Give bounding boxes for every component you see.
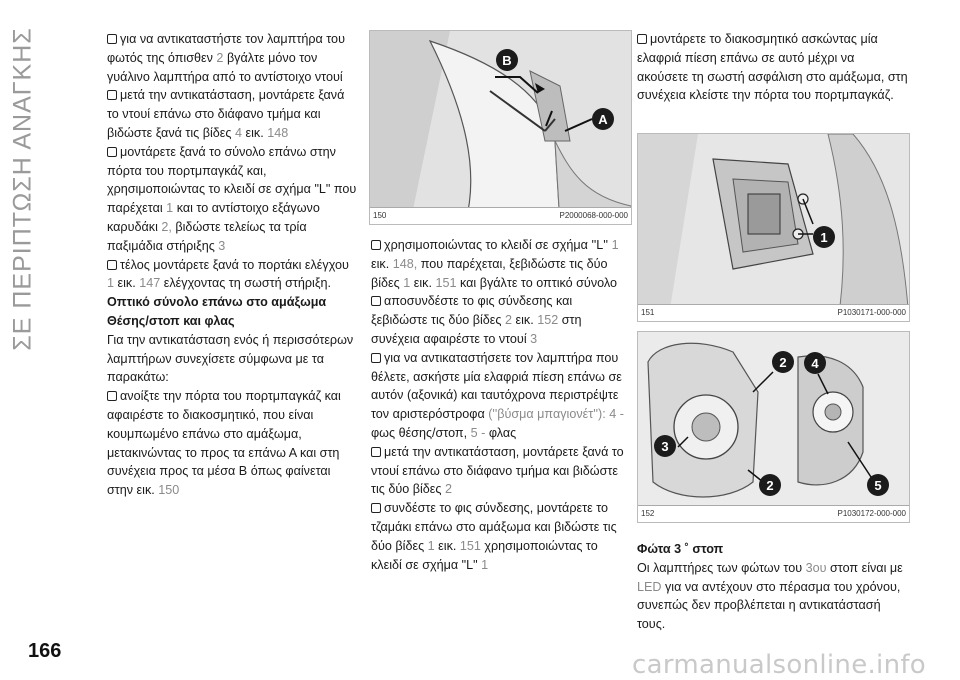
figure-code: P1030172-000-000 (837, 509, 906, 518)
step-item: ανοίξτε την πόρτα του πορτμπαγκάζ και αφαιρέστε το διακοσμητικό, που είναι κουμπωμένο επάνω στο αμάξωμα, μετακινώντας το προς τα επάνω Α και στη συνέχεια προς τα μέσα Β όπως φαίνεται στην εικ. 150 (107, 389, 341, 498)
figure-caption-bar (638, 304, 909, 321)
figure-152-illustration (638, 332, 909, 522)
svg-text:2: 2 (779, 355, 787, 370)
intro-paragraph: Για την αντικατάσταση ενός ή περισσότερων λαμπτήρων συνεχίσετε σύμφωνα με τα παρακάτω: (107, 332, 354, 385)
section-heading: Οπτικό σύνολο επάνω στο αμάξωμα (107, 295, 327, 310)
figure-caption-bar (638, 505, 909, 522)
checkbox-icon (637, 34, 647, 44)
svg-text:3: 3 (661, 439, 669, 454)
figure-code: P1030171-000-000 (837, 308, 906, 317)
section-heading: Φώτα 3 ˚ στοπ (637, 542, 724, 556)
checkbox-icon (107, 260, 117, 270)
figure-number: 151 (641, 308, 655, 317)
svg-text:B: B (502, 53, 512, 68)
figure-150-illustration (370, 31, 631, 224)
svg-text:4: 4 (811, 356, 819, 371)
figure-caption-bar (370, 207, 631, 224)
figure-151 (637, 133, 910, 322)
column-1 (107, 30, 357, 500)
step-item: για να αντικαταστήστε τον λαμπτήρα του φωτός της όπισθεν 2 βγάλτε μόνο τον γυάλινο λαμπτήρα από το αντίστοιχο ντουί (107, 32, 345, 84)
column-3-bottom (637, 540, 908, 634)
figure-number: 152 (641, 509, 655, 518)
svg-text:1: 1 (820, 230, 828, 245)
figure-152 (637, 331, 910, 523)
figure-150 (369, 30, 632, 225)
step-item: μοντάρετε ξανά το σύνολο επάνω στην πόρτα του πορτμπαγκάζ και, χρησιμοποιώντας το κλειδί σε σχήμα "L" που παρέχεται 1 και το αντίστοιχο εξάγωνο καρυδάκι 2, βιδώστε τελείως τα τρία παξιμάδια στήριξης 3 (107, 144, 357, 253)
checkbox-icon (107, 90, 117, 100)
checkbox-icon (371, 503, 381, 513)
column-2 (371, 236, 629, 574)
step-item: τέλος μοντάρετε ξανά το πορτάκι ελέγχου 1 εικ. 147 ελέγχοντας τη σωστή στήριξη. (107, 257, 349, 291)
checkbox-icon (107, 34, 117, 44)
figure-code: P2000068-000-000 (559, 211, 628, 220)
checkbox-icon (371, 240, 381, 250)
subsection-heading: Θέσης/στοπ και φλας (107, 313, 235, 328)
side-title-text: ΣΕ ΠΕΡΙΠΤΩΣΗ ΑΝΑΓΚΗΣ (8, 27, 37, 351)
checkbox-icon (107, 147, 117, 157)
checkbox-icon (371, 353, 381, 363)
step-item: μοντάρετε το διακοσμητικό ασκώντας μία ελαφριά πίεση επάνω σε αυτό μέχρι να ακούσετε τη σωστή ασφάλιση στο αμάξωμα, στη συνέχεια κλείστε την πόρτα του πορτμπαγκάζ. (637, 32, 908, 103)
svg-text:A: A (598, 112, 608, 127)
watermark: carmanualsonline.info (632, 650, 927, 680)
step-item: μετά την αντικατάσταση, μοντάρετε ξανά το ντουί επάνω στο διάφανο τμήμα και βιδώστε τις δύο βίδες 2 (371, 444, 624, 497)
figure-number: 150 (373, 211, 387, 220)
side-section-title (6, 24, 40, 354)
checkbox-icon (107, 391, 117, 401)
step-item: για να αντικαταστήσετε τον λαμπτήρα που θέλετε, ασκήστε μία ελαφριά πίεση επάνω σε αυτόν (αξονικά) και ταυτόχρονα περιστρέψτε τον αριστερόστροφα (''βύσμα μπαγιονέτ''): 4 - φως θέσης/στοπ, 5 - φλας (371, 350, 624, 440)
svg-text:5: 5 (874, 478, 882, 493)
svg-text:2: 2 (766, 478, 774, 493)
page-number: 166 (28, 640, 62, 662)
step-item: μετά την αντικατάσταση, μοντάρετε ξανά το ντουί επάνω στο διάφανο τμήμα και βιδώστε ξανά τις βίδες 4 εικ. 148 (107, 88, 345, 140)
step-item: χρησιμοποιώντας το κλειδί σε σχήμα ''L'' 1 εικ. 148, που παρέχεται, ξεβιδώστε τις δύο βίδες 1 εικ. 151 και βγάλτε το οπτικό σύνολο (371, 238, 619, 290)
step-item: αποσυνδέστε το φις σύνδεσης και ξεβιδώστε τις δύο βίδες 2 εικ. 152 στη συνέχεια αφαιρέστε το ντουί 3 (371, 294, 582, 346)
checkbox-icon (371, 447, 381, 457)
paragraph: Οι λαμπτήρες των φώτων του 3ου στοπ είναι με LED για να αντέχουν στο πέρασμα του χρόνου, συνεπώς δεν προβλέπεται η αντικατάστασή τους. (637, 560, 903, 632)
column-3 (637, 30, 908, 105)
step-item: συνδέστε το φις σύνδεσης, μοντάρετε το τζαμάκι επάνω στο αμάξωμα και βιδώστε τις δύο βίδες 1 εικ. 151 χρησιμοποιώντας το κλειδί σε σχήμα "L" 1 (371, 501, 617, 572)
figure-151-illustration (638, 134, 909, 321)
checkbox-icon (371, 296, 381, 306)
